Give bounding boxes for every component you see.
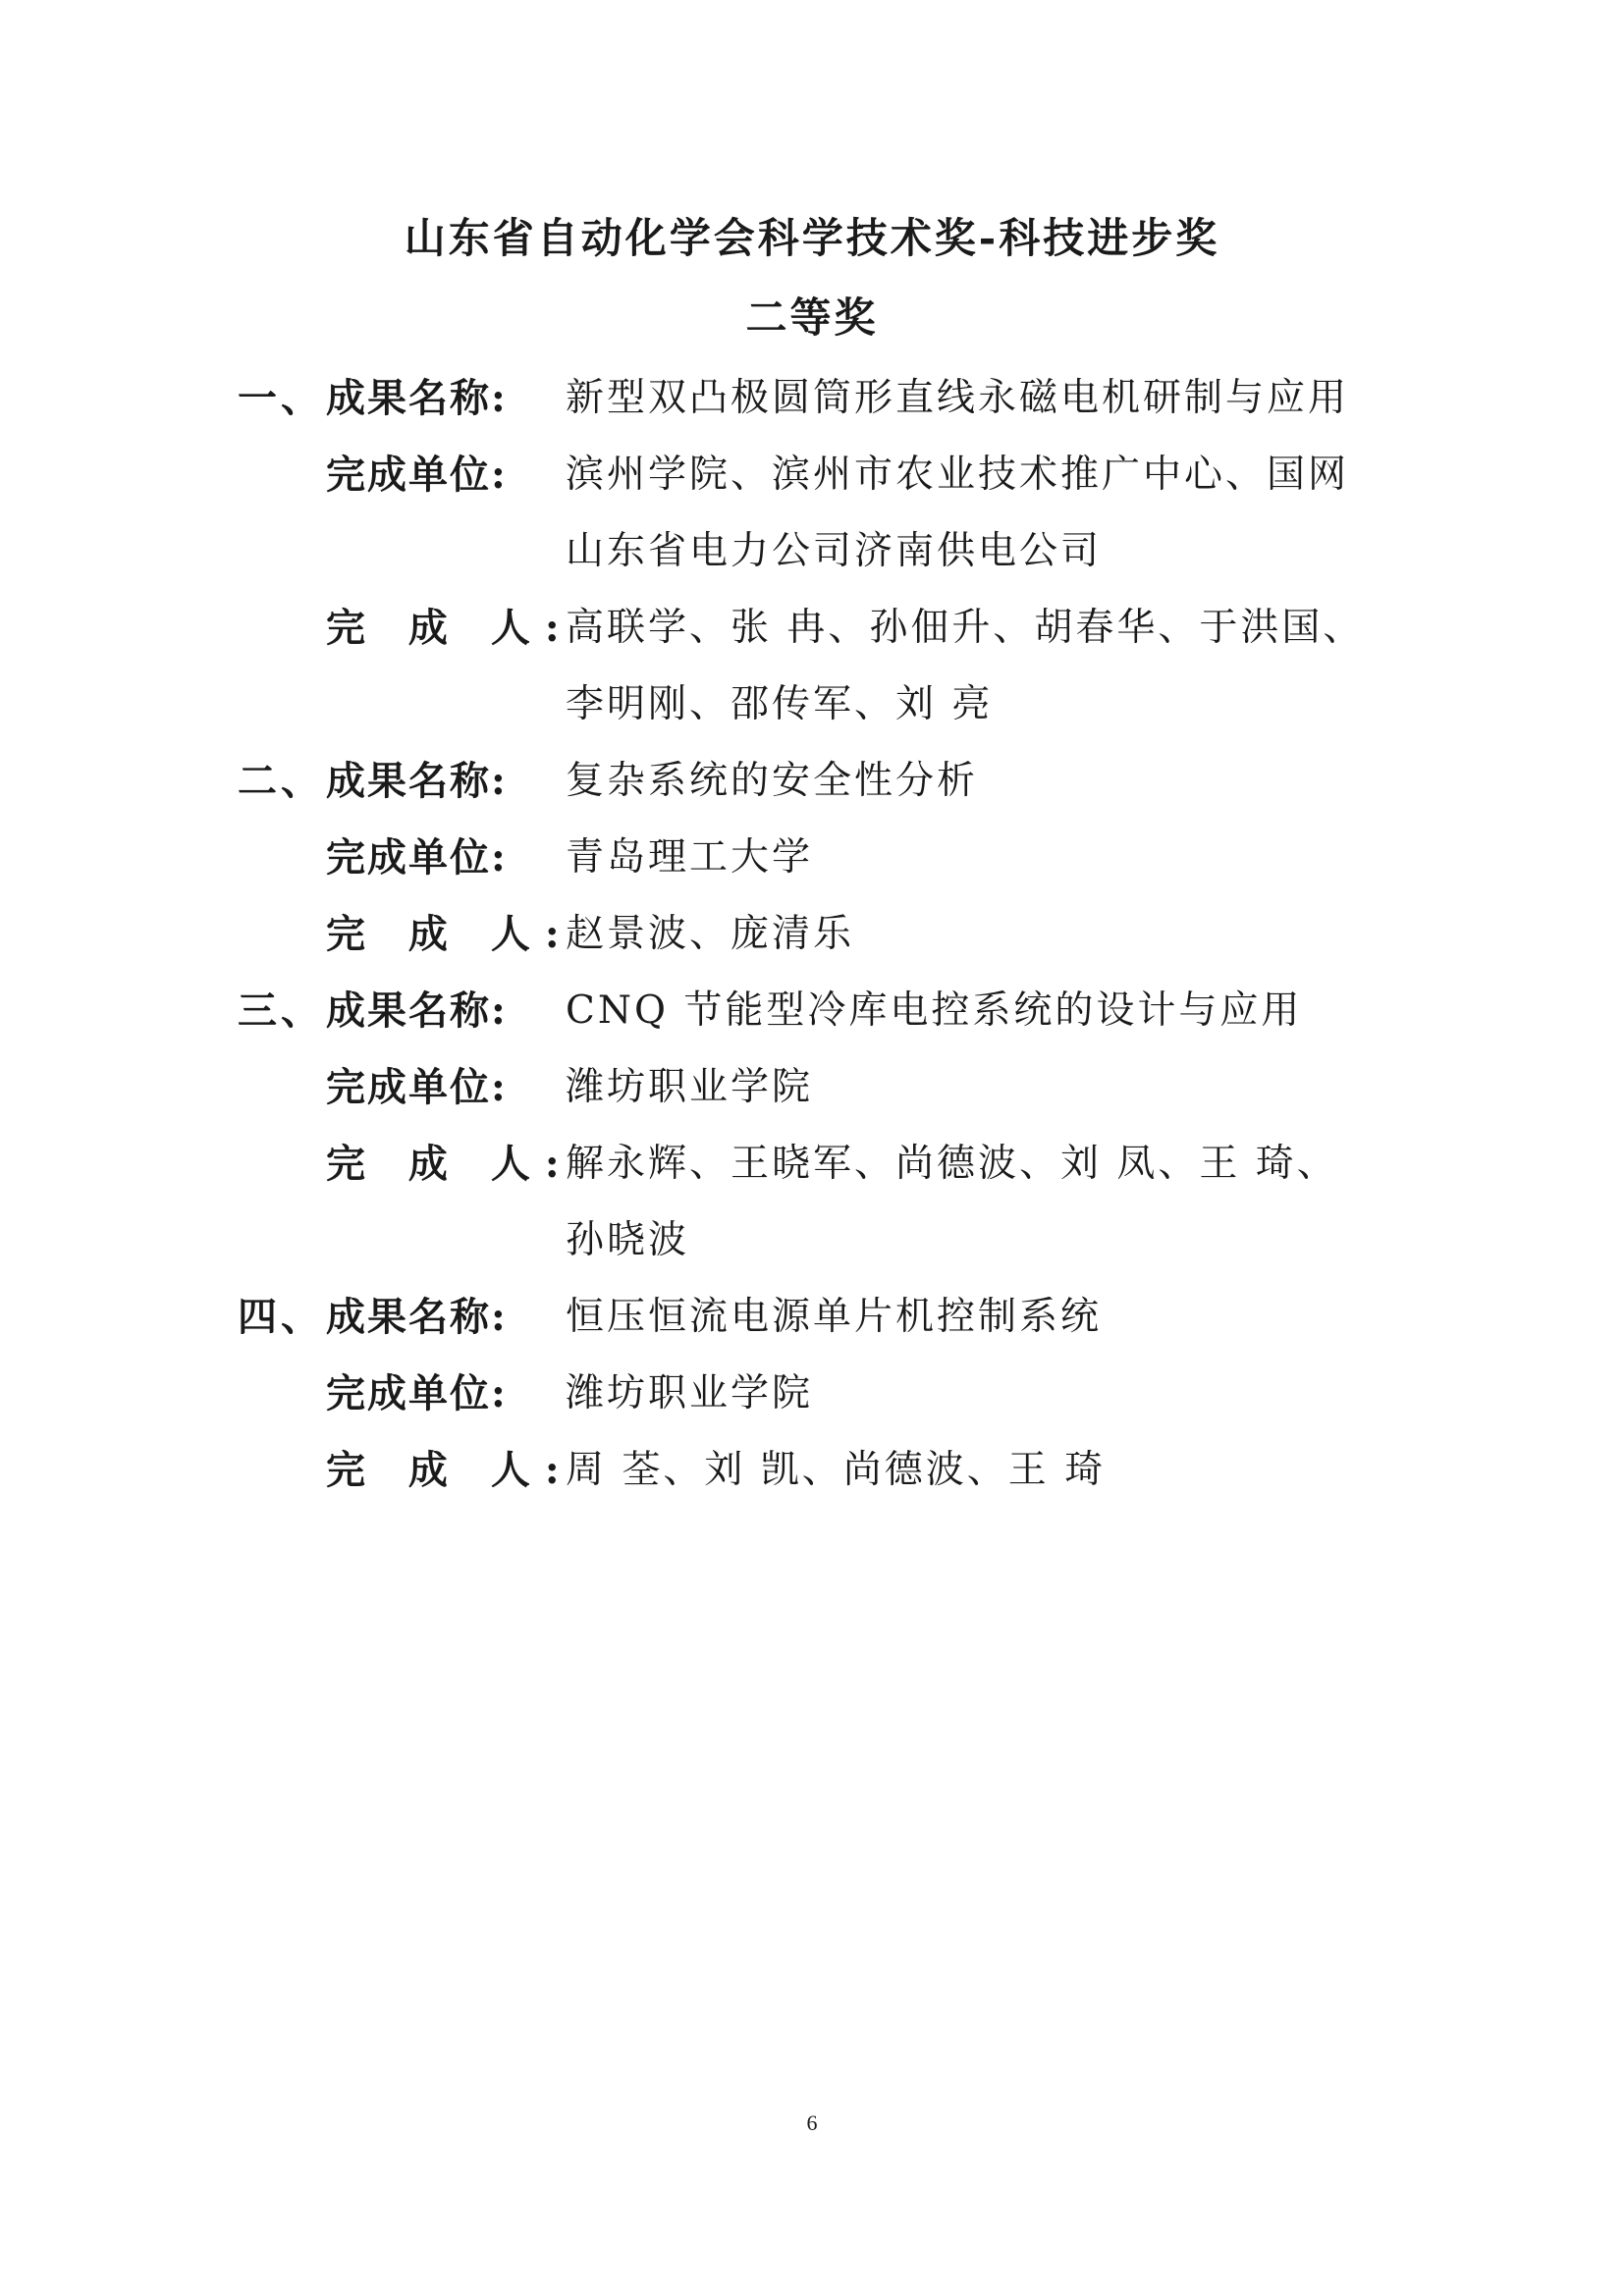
entry-4-index: 四、 — [238, 1294, 324, 1340]
entry-4-unit-row — [0, 1370, 1624, 1433]
entry-3-index: 三、 — [238, 988, 324, 1034]
entry-4-persons-row — [0, 1447, 1624, 1510]
entry-3-persons-line-1: 解永辉、王晓军、尚德波、刘 凤、王 琦、 — [566, 1142, 1338, 1186]
entry-1-persons-row-cont — [0, 682, 1624, 744]
entry-1-persons-row — [0, 605, 1624, 667]
entry-1-persons-line-1: 高联学、张 冉、孙佃升、胡春华、于洪国、 — [566, 606, 1365, 650]
entry-2-unit-row — [0, 834, 1624, 897]
result-name-label: 成果名称: — [326, 375, 508, 421]
completing-unit-label: 完成单位: — [326, 452, 508, 498]
completing-persons-label: 完 成 人: — [326, 605, 574, 651]
result-name-label: 成果名称: — [326, 758, 508, 804]
entry-1-index: 一、 — [238, 375, 324, 421]
entry-3-persons-line-2: 孙晓波 — [566, 1218, 690, 1262]
entry-2-persons-row — [0, 911, 1624, 974]
entry-3-result-name: CNQ 节能型冷库电控系统的设计与应用 — [566, 988, 1303, 1033]
entry-4-name-row — [0, 1294, 1624, 1357]
entry-2-persons-line-1: 赵景波、庞清乐 — [566, 912, 855, 956]
entry-3-unit-line-1: 潍坊职业学院 — [566, 1065, 814, 1109]
completing-persons-label: 完 成 人: — [326, 911, 574, 957]
entry-1-unit-line-2: 山东省电力公司济南供电公司 — [566, 529, 1103, 573]
entry-4-result-name: 恒压恒流电源单片机控制系统 — [566, 1295, 1103, 1339]
entry-2-index: 二、 — [238, 758, 324, 804]
entry-1-result-name: 新型双凸极圆筒形直线永磁电机研制与应用 — [566, 376, 1350, 420]
completing-persons-label: 完 成 人: — [326, 1447, 574, 1493]
entry-3-name-row — [0, 988, 1624, 1050]
completing-unit-label: 完成单位: — [326, 834, 508, 881]
result-name-label: 成果名称: — [326, 988, 508, 1034]
entry-1-name-row — [0, 375, 1624, 438]
page-number: 6 — [806, 2110, 818, 2135]
entry-3-unit-row — [0, 1064, 1624, 1127]
entry-1-persons-line-2: 李明刚、邵传军、刘 亮 — [566, 682, 994, 726]
entry-1-unit-row-cont — [0, 529, 1624, 591]
entry-4-unit-line-1: 潍坊职业学院 — [566, 1371, 814, 1415]
entry-2-unit-line-1: 青岛理工大学 — [566, 835, 814, 880]
award-grade: 二等奖 — [745, 294, 879, 342]
completing-unit-label: 完成单位: — [326, 1370, 508, 1416]
document-title: 山东省自动化学会科学技术奖-科技进步奖 — [404, 214, 1220, 262]
entry-2-result-name: 复杂系统的安全性分析 — [566, 759, 979, 803]
entry-3-persons-row-cont — [0, 1218, 1624, 1280]
entry-2-name-row — [0, 758, 1624, 821]
completing-persons-label: 完 成 人: — [326, 1141, 574, 1187]
entry-4-persons-line-1: 周 荃、刘 凯、尚德波、王 琦 — [566, 1448, 1107, 1492]
entry-3-persons-row — [0, 1141, 1624, 1203]
completing-unit-label: 完成单位: — [326, 1064, 508, 1110]
entry-1-unit-row — [0, 452, 1624, 514]
entry-1-unit-line-1: 滨州学院、滨州市农业技术推广中心、国网 — [566, 453, 1350, 497]
result-name-label: 成果名称: — [326, 1294, 508, 1340]
